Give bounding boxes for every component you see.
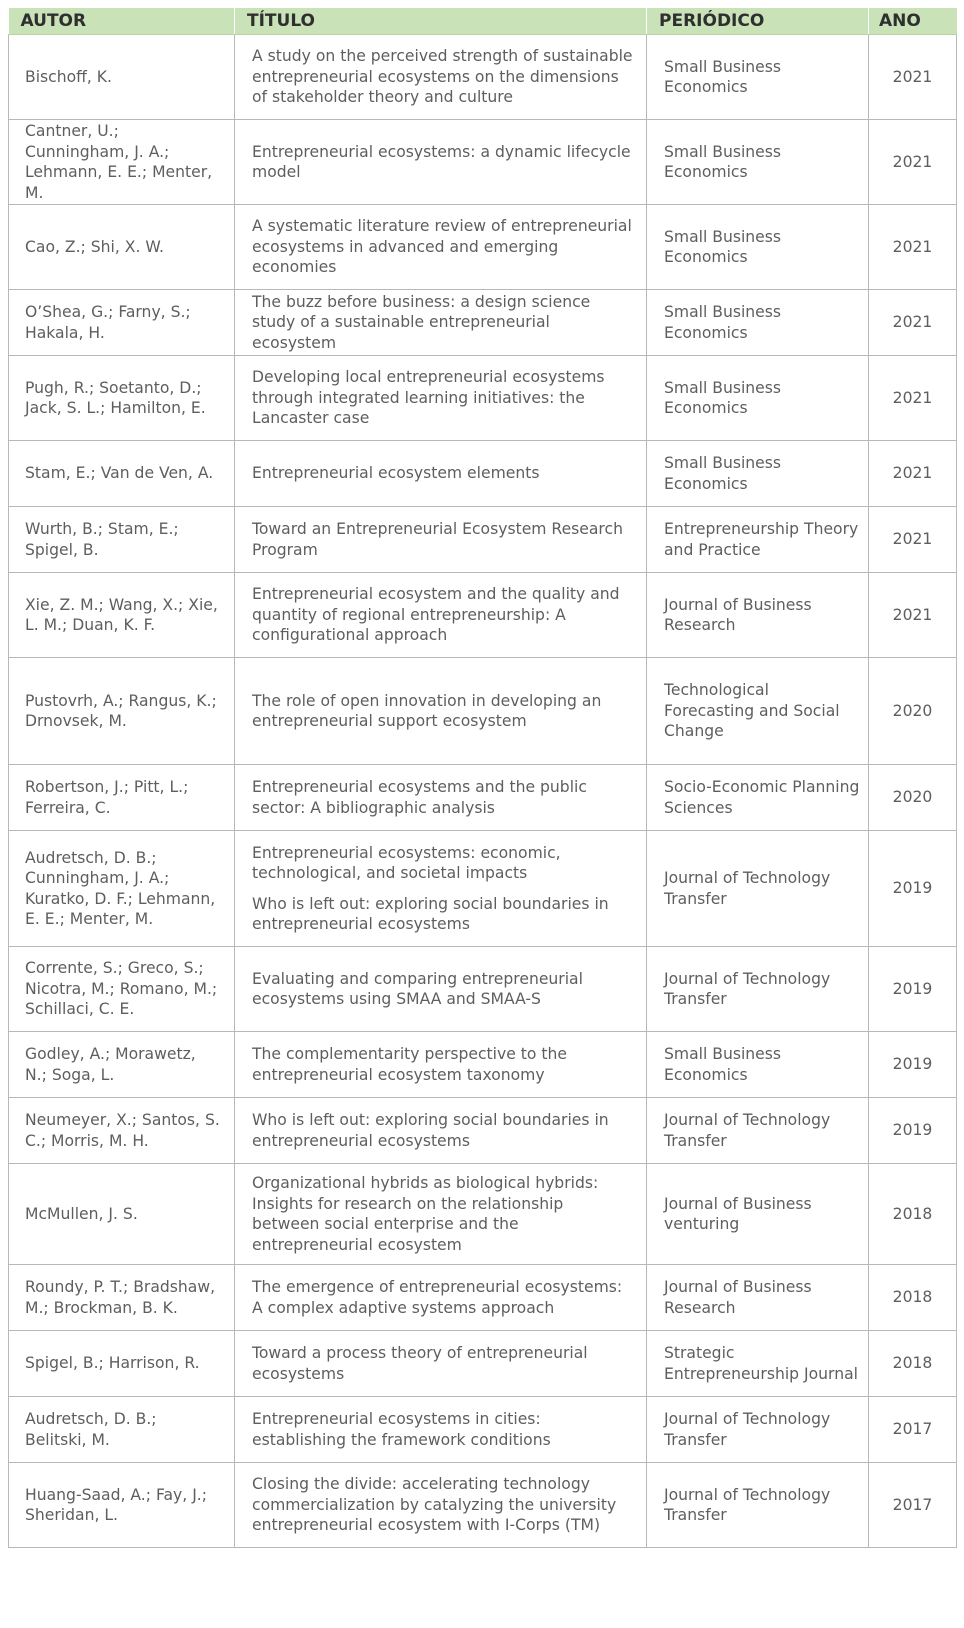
cell-periodico: Small Business Economics: [647, 120, 869, 205]
cell-titulo: The role of open innovation in developing an entrepreneurial support ecosystem: [235, 658, 647, 765]
table-row: [9, 441, 957, 507]
cell-autor: O’Shea, G.; Farny, S.; Hakala, H.: [9, 290, 235, 356]
cell-titulo: A systematic literature review of entrepreneurial ecosystems in advanced and emerging economies: [235, 205, 647, 290]
table-row: [9, 1463, 957, 1548]
cell-titulo: Evaluating and comparing entrepreneurial ecosystems using SMAA and SMAA-S: [235, 947, 647, 1032]
cell-titulo: Entrepreneurial ecosystems in cities: establishing the framework conditions: [235, 1397, 647, 1463]
cell-autor: Robertson, J.; Pitt, L.; Ferreira, C.: [9, 765, 235, 831]
cell-autor: Cao, Z.; Shi, X. W.: [9, 205, 235, 290]
cell-ano: 2019: [869, 1098, 957, 1164]
cell-periodico: Journal of Business Research: [647, 573, 869, 658]
table-row: [9, 1397, 957, 1463]
cell-titulo-line2: Who is left out: exploring social boundaries in entrepreneurial ecosystems: [252, 894, 609, 933]
cell-autor: Roundy, P. T.; Bradshaw, M.; Brockman, B. K.: [9, 1265, 235, 1331]
cell-ano: 2021: [869, 573, 957, 658]
header-autor: AUTOR: [9, 8, 235, 35]
cell-titulo: Who is left out: exploring social boundaries in entrepreneurial ecosystems: [235, 1098, 647, 1164]
cell-autor: Neumeyer, X.; Santos, S. C.; Morris, M. H.: [9, 1098, 235, 1164]
cell-periodico: Small Business Economics: [647, 290, 869, 356]
cell-titulo: Toward an Entrepreneurial Ecosystem Research Program: [235, 507, 647, 573]
table-row: [9, 1331, 957, 1397]
cell-autor: Xie, Z. M.; Wang, X.; Xie, L. M.; Duan, K. F.: [9, 573, 235, 658]
table-row: [9, 35, 957, 120]
cell-titulo: Entrepreneurial ecosystems and the public sector: A bibliographic analysis: [235, 765, 647, 831]
cell-autor: Huang-Saad, A.; Fay, J.; Sheridan, L.: [9, 1463, 235, 1548]
table-row: [9, 1098, 957, 1164]
cell-autor: Pustovrh, A.; Rangus, K.; Drnovsek, M.: [9, 658, 235, 765]
cell-autor: Bischoff, K.: [9, 35, 235, 120]
cell-periodico: Journal of Business Research: [647, 1265, 869, 1331]
cell-periodico: Small Business Economics: [647, 205, 869, 290]
table-row: [9, 947, 957, 1032]
cell-ano: 2021: [869, 120, 957, 205]
cell-periodico: Journal of Technology Transfer: [647, 831, 869, 947]
cell-ano: 2021: [869, 507, 957, 573]
cell-periodico: Strategic Entrepreneurship Journal: [647, 1331, 869, 1397]
table-row: [9, 1032, 957, 1098]
cell-ano: 2020: [869, 765, 957, 831]
table-row: [9, 1164, 957, 1265]
cell-ano: 2019: [869, 831, 957, 947]
cell-autor: Stam, E.; Van de Ven, A.: [9, 441, 235, 507]
cell-ano: 2017: [869, 1463, 957, 1548]
table-row: [9, 1265, 957, 1331]
cell-periodico: Journal of Technology Transfer: [647, 947, 869, 1032]
cell-periodico: Journal of Technology Transfer: [647, 1098, 869, 1164]
cell-titulo: Entrepreneurial ecosystems: a dynamic lifecycle model: [235, 120, 647, 205]
cell-periodico: Technological Forecasting and Social Change: [647, 658, 869, 765]
cell-autor: Wurth, B.; Stam, E.; Spigel, B.: [9, 507, 235, 573]
header-periodico: PERIÓDICO: [647, 8, 869, 35]
table-row: [9, 573, 957, 658]
cell-titulo: Entrepreneurial ecosystem and the quality and quantity of regional entrepreneurship: A configurational approach: [235, 573, 647, 658]
cell-autor: Pugh, R.; Soetanto, D.; Jack, S. L.; Hamilton, E.: [9, 356, 235, 441]
cell-titulo: The complementarity perspective to the entrepreneurial ecosystem taxonomy: [235, 1032, 647, 1098]
header-row: [9, 8, 957, 35]
cell-periodico: Journal of Business venturing: [647, 1164, 869, 1265]
cell-titulo: The emergence of entrepreneurial ecosystems: A complex adaptive systems approach: [235, 1265, 647, 1331]
cell-autor: McMullen, J. S.: [9, 1164, 235, 1265]
cell-titulo: Toward a process theory of entrepreneurial ecosystems: [235, 1331, 647, 1397]
cell-titulo: Closing the divide: accelerating technology commercialization by catalyzing the university entrepreneurial ecosystem with I-Corps (TM): [235, 1463, 647, 1548]
cell-autor: Corrente, S.; Greco, S.; Nicotra, M.; Romano, M.; Schillaci, C. E.: [9, 947, 235, 1032]
cell-titulo: A study on the perceived strength of sustainable entrepreneurial ecosystems on the dimensions of stakeholder theory and culture: [235, 35, 647, 120]
cell-ano: 2021: [869, 441, 957, 507]
cell-ano: 2021: [869, 290, 957, 356]
cell-ano: 2018: [869, 1331, 957, 1397]
cell-ano: 2020: [869, 658, 957, 765]
cell-ano: 2019: [869, 947, 957, 1032]
cell-titulo: [235, 831, 647, 947]
cell-periodico: Journal of Technology Transfer: [647, 1463, 869, 1548]
cell-ano: 2017: [869, 1397, 957, 1463]
cell-ano: 2021: [869, 205, 957, 290]
cell-periodico: Small Business Economics: [647, 441, 869, 507]
table-row: [9, 205, 957, 290]
table-row: [9, 831, 957, 947]
cell-ano: 2021: [869, 356, 957, 441]
cell-periodico: Small Business Economics: [647, 35, 869, 120]
table-row: [9, 120, 957, 205]
table-body: [9, 35, 957, 1548]
cell-periodico: Entrepreneurship Theory and Practice: [647, 507, 869, 573]
cell-autor: Spigel, B.; Harrison, R.: [9, 1331, 235, 1397]
cell-periodico: Small Business Economics: [647, 1032, 869, 1098]
cell-ano: 2019: [869, 1032, 957, 1098]
table-header: [9, 8, 957, 35]
table-row: [9, 356, 957, 441]
table-row: [9, 765, 957, 831]
header-ano: ANO: [869, 8, 957, 35]
table-row: [9, 507, 957, 573]
cell-autor: Godley, A.; Morawetz, N.; Soga, L.: [9, 1032, 235, 1098]
header-titulo: TÍTULO: [235, 8, 647, 35]
cell-titulo: The buzz before business: a design science study of a sustainable entrepreneurial ecosystem: [235, 290, 647, 356]
cell-ano: 2018: [869, 1164, 957, 1265]
cell-ano: 2018: [869, 1265, 957, 1331]
cell-periodico: Journal of Technology Transfer: [647, 1397, 869, 1463]
cell-autor: Cantner, U.; Cunningham, J. A.; Lehmann, E. E.; Menter, M.: [9, 120, 235, 205]
cell-titulo: Developing local entrepreneurial ecosystems through integrated learning initiatives: the Lancaster case: [235, 356, 647, 441]
references-sheet: [8, 8, 956, 1548]
cell-titulo: Entrepreneurial ecosystem elements: [235, 441, 647, 507]
table-row: [9, 290, 957, 356]
cell-periodico: Small Business Economics: [647, 356, 869, 441]
cell-autor: Audretsch, D. B.; Belitski, M.: [9, 1397, 235, 1463]
cell-periodico: Socio-Economic Planning Sciences: [647, 765, 869, 831]
cell-titulo: Organizational hybrids as biological hybrids: Insights for research on the relationship between social enterprise and the entrepreneurial ecosystem: [235, 1164, 647, 1265]
references-table: [8, 8, 957, 1548]
table-row: [9, 658, 957, 765]
cell-titulo-line1: Entrepreneurial ecosystems: economic, technological, and societal impacts: [252, 843, 561, 882]
cell-ano: 2021: [869, 35, 957, 120]
cell-autor: Audretsch, D. B.; Cunningham, J. A.; Kuratko, D. F.; Lehmann, E. E.; Menter, M.: [9, 831, 235, 947]
